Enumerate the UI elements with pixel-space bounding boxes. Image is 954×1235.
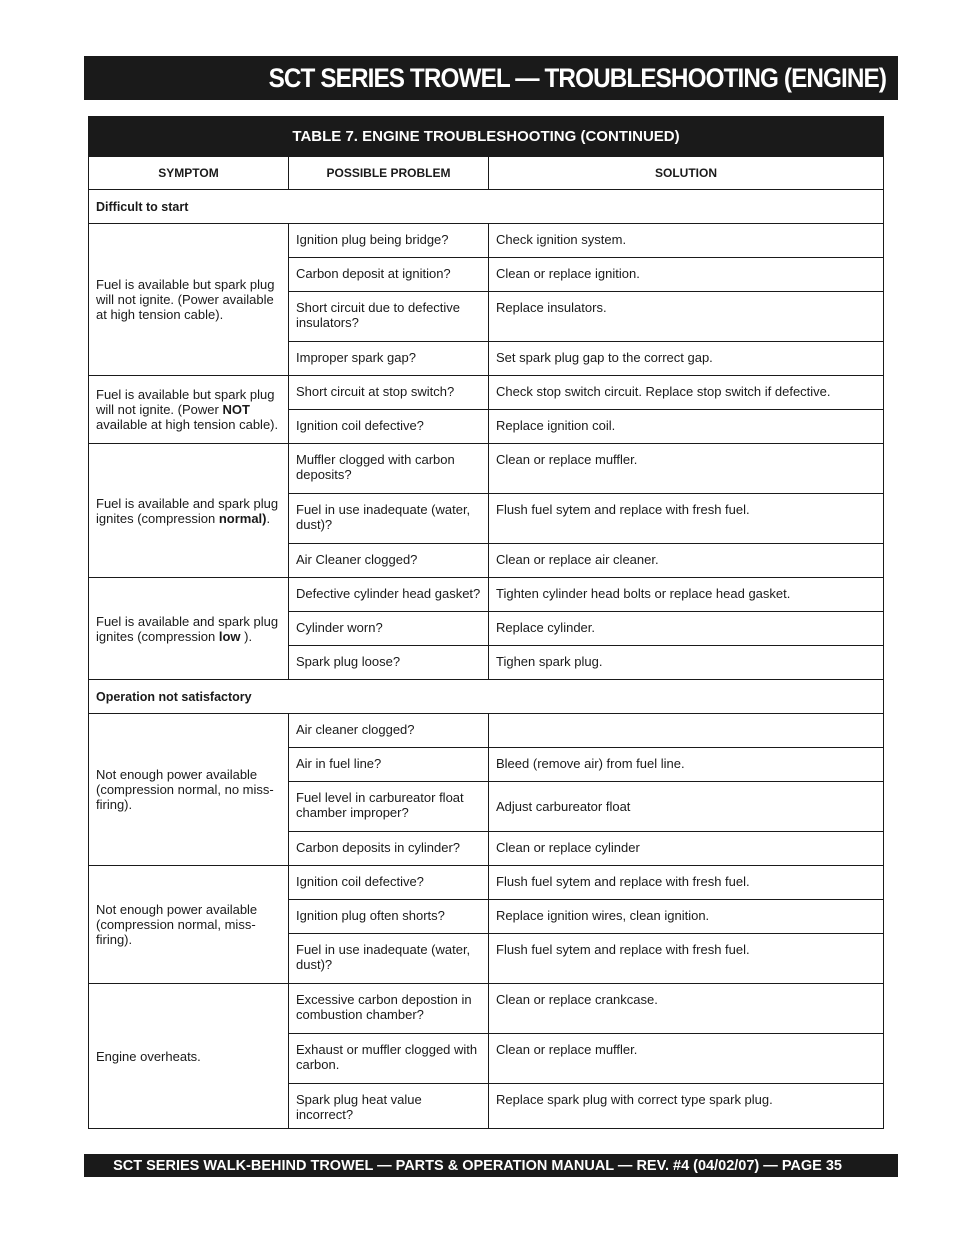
solution-cell: Set spark plug gap to the correct gap. bbox=[489, 342, 884, 376]
problem-cell: Air cleaner clogged? bbox=[289, 714, 489, 748]
solution-cell: Replace ignition wires, clean ignition. bbox=[489, 900, 884, 934]
section-heading: Difficult to start bbox=[89, 190, 884, 224]
symptom-cell bbox=[89, 984, 289, 1129]
symptom-text: . bbox=[266, 510, 271, 526]
symptom-emphasis: low bbox=[218, 628, 241, 644]
problem-cell: Ignition plug being bridge? bbox=[289, 224, 489, 258]
column-header-solution: SOLUTION bbox=[489, 157, 884, 190]
solution-cell: Flush fuel sytem and replace with fresh fuel. bbox=[489, 934, 884, 984]
solution-cell: Clean or replace cylinder bbox=[489, 832, 884, 866]
section-heading: Operation not satisfactory bbox=[89, 680, 884, 714]
page-header bbox=[84, 56, 898, 100]
symptom-emphasis: NOT bbox=[222, 402, 250, 417]
problem-cell: Fuel in use inadequate (water, dust)? bbox=[289, 934, 489, 984]
solution-cell: Bleed (remove air) from fuel line. bbox=[489, 748, 884, 782]
section-heading-row bbox=[89, 680, 884, 714]
solution-cell: Tighten cylinder head bolts or replace head gasket. bbox=[489, 578, 884, 612]
problem-cell: Ignition coil defective? bbox=[289, 410, 489, 444]
problem-cell: Muffler clogged with carbon deposits? bbox=[289, 444, 489, 494]
table-row bbox=[89, 376, 884, 410]
solution-cell: Replace ignition coil. bbox=[489, 410, 884, 444]
solution-cell: Flush fuel sytem and replace with fresh fuel. bbox=[489, 494, 884, 544]
problem-cell: Air in fuel line? bbox=[289, 748, 489, 782]
problem-cell: Ignition plug often shorts? bbox=[289, 900, 489, 934]
column-header-possible-problem: POSSIBLE PROBLEM bbox=[289, 157, 489, 190]
symptom-cell bbox=[89, 714, 289, 866]
problem-cell: Cylinder worn? bbox=[289, 612, 489, 646]
solution-cell bbox=[489, 714, 884, 748]
solution-cell: Clean or replace air cleaner. bbox=[489, 544, 884, 578]
problem-cell: Ignition coil defective? bbox=[289, 866, 489, 900]
symptom-emphasis: normal) bbox=[218, 510, 267, 526]
problem-cell: Short circuit at stop switch? bbox=[289, 376, 489, 410]
solution-cell: Tighen spark plug. bbox=[489, 646, 884, 680]
footer-text: SCT SERIES WALK-BEHIND TROWEL — PARTS & OPERATION MANUAL — REV. #4 (04/02/07) — PAGE 35 bbox=[113, 1157, 842, 1174]
symptom-text: Fuel is available but spark plug will not ignite. (Power bbox=[96, 387, 275, 417]
solution-cell: Clean or replace ignition. bbox=[489, 258, 884, 292]
symptom-text: Not enough power available (compression normal, no miss-firing). bbox=[96, 767, 274, 812]
problem-cell: Carbon deposit at ignition? bbox=[289, 258, 489, 292]
solution-cell: Replace insulators. bbox=[489, 292, 884, 342]
table-row bbox=[89, 578, 884, 612]
solution-cell: Clean or replace muffler. bbox=[489, 1034, 884, 1084]
symptom-text: ). bbox=[240, 628, 253, 644]
symptom-cell bbox=[89, 224, 289, 376]
page-footer bbox=[84, 1154, 898, 1177]
solution-cell: Replace cylinder. bbox=[489, 612, 884, 646]
table-row bbox=[89, 714, 884, 748]
table-body bbox=[89, 190, 884, 1129]
symptom-cell bbox=[89, 578, 289, 680]
solution-cell: Replace spark plug with correct type spark plug. bbox=[489, 1084, 884, 1129]
solution-cell: Clean or replace muffler. bbox=[489, 444, 884, 494]
symptom-text: Not enough power available (compression normal, miss-firing). bbox=[96, 902, 258, 947]
problem-cell: Spark plug loose? bbox=[289, 646, 489, 680]
problem-cell: Exhaust or muffler clogged with carbon. bbox=[289, 1034, 489, 1084]
symptom-cell bbox=[89, 866, 289, 984]
problem-cell: Spark plug heat value incorrect? bbox=[289, 1084, 489, 1129]
problem-cell: Defective cylinder head gasket? bbox=[289, 578, 489, 612]
table-row bbox=[89, 866, 884, 900]
solution-cell: Adjust carbureator float bbox=[489, 782, 884, 832]
problem-cell: Improper spark gap? bbox=[289, 342, 489, 376]
problem-cell: Excessive carbon depostion in combustion chamber? bbox=[289, 984, 489, 1034]
table-row bbox=[89, 444, 884, 494]
problem-cell: Fuel level in carbureator float chamber improper? bbox=[289, 782, 489, 832]
solution-cell: Check stop switch circuit. Replace stop switch if defective. bbox=[489, 376, 884, 410]
problem-cell: Short circuit due to defective insulators? bbox=[289, 292, 489, 342]
symptom-text: available at high tension cable). bbox=[96, 417, 279, 432]
section-heading-row bbox=[89, 190, 884, 224]
table-caption: TABLE 7. ENGINE TROUBLESHOOTING (CONTINUED) bbox=[89, 117, 884, 157]
symptom-cell bbox=[89, 444, 289, 578]
table-row bbox=[89, 224, 884, 258]
engine-troubleshooting-table bbox=[88, 116, 884, 1129]
problem-cell: Carbon deposits in cylinder? bbox=[289, 832, 489, 866]
problem-cell: Fuel in use inadequate (water, dust)? bbox=[289, 494, 489, 544]
solution-cell: Clean or replace crankcase. bbox=[489, 984, 884, 1034]
solution-cell: Check ignition system. bbox=[489, 224, 884, 258]
symptom-text: Fuel is available and spark plug ignites (compression bbox=[96, 495, 279, 526]
symptom-text: Fuel is available but spark plug will not ignite. (Power available at high tension cable). bbox=[96, 277, 275, 322]
symptom-text: Fuel is available and spark plug ignites (compression bbox=[96, 613, 279, 644]
page-title: SCT SERIES TROWEL — TROUBLESHOOTING (ENGINE) bbox=[268, 62, 886, 93]
symptom-cell bbox=[89, 376, 289, 444]
column-header-symptom: SYMPTOM bbox=[89, 157, 289, 190]
problem-cell: Air Cleaner clogged? bbox=[289, 544, 489, 578]
table-row bbox=[89, 984, 884, 1034]
solution-cell: Flush fuel sytem and replace with fresh fuel. bbox=[489, 866, 884, 900]
symptom-text: Engine overheats. bbox=[96, 1048, 201, 1064]
